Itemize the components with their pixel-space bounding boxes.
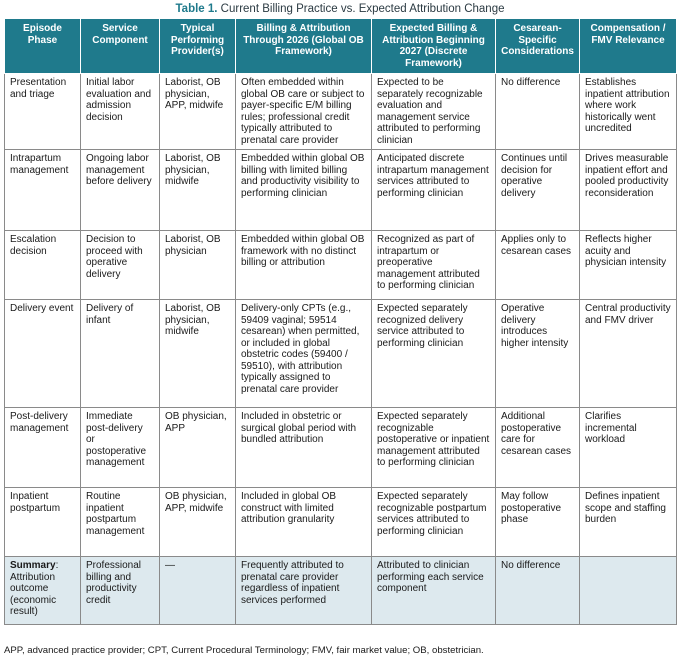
- summary-label: Summary: [10, 560, 56, 571]
- summary-label-cell: [5, 557, 81, 625]
- table-cell: Presentation and triage: [5, 74, 81, 150]
- table-cell: Escalation decision: [5, 231, 81, 300]
- table-cell: Decision to proceed with operative delivery: [81, 231, 160, 300]
- col-header-billing-2027: Expected Billing & Attribution Beginning 2027 (Discrete Framework): [372, 19, 496, 74]
- table-cell: Laborist, OB physician: [160, 231, 236, 300]
- footnote: APP, advanced practice provider; CPT, Current Procedural Terminology; FMV, fair market value; OB, obstetrician.: [4, 645, 484, 656]
- table-number: Table 1.: [175, 3, 218, 15]
- table-cell: May follow postoperative phase: [496, 488, 580, 557]
- table-cell: Often embedded within global OB care or subject to payer-specific E/M billing rules; professional credit typically attributed to prenatal care provider: [236, 74, 372, 150]
- table-cell: Post-delivery management: [5, 408, 81, 488]
- table-cell: No difference: [496, 74, 580, 150]
- table-row: [5, 150, 677, 231]
- table-cell: Additional postoperative care for cesarean cases: [496, 408, 580, 488]
- table-row: [5, 408, 677, 488]
- table-cell: Attributed to clinician performing each service component: [372, 557, 496, 625]
- table-cell: Establishes inpatient attribution where work historically went uncredited: [580, 74, 677, 150]
- table-cell: OB physician, APP: [160, 408, 236, 488]
- table-row: [5, 74, 677, 150]
- table-cell: Drives measurable inpatient effort and pooled productivity reconsideration: [580, 150, 677, 231]
- header-row: [5, 19, 677, 74]
- comparison-table: [4, 18, 677, 625]
- table-cell: Continues until decision for operative delivery: [496, 150, 580, 231]
- col-header-compensation-fmv: Compensation / FMV Relevance: [580, 19, 677, 74]
- table-title: [4, 0, 676, 18]
- table-cell: Defines inpatient scope and staffing burden: [580, 488, 677, 557]
- table-cell: Clarifies incremental workload: [580, 408, 677, 488]
- table-row: [5, 231, 677, 300]
- table-cell: Frequently attributed to prenatal care provider regardless of inpatient services performed: [236, 557, 372, 625]
- col-header-episode-phase: Episode Phase: [5, 19, 81, 74]
- table-cell: [580, 557, 677, 625]
- table-cell: Laborist, OB physician, midwife: [160, 150, 236, 231]
- table-cell: Inpatient postpartum: [5, 488, 81, 557]
- table-cell: Expected separately recognizable postoperative or inpatient management attributed to performing clinician: [372, 408, 496, 488]
- table-cell: Expected separately recognized delivery service attributed to performing clinician: [372, 300, 496, 408]
- table-cell: Routine inpatient postpartum management: [81, 488, 160, 557]
- table-cell: Laborist, OB physician, midwife: [160, 300, 236, 408]
- table-cell: Central productivity and FMV driver: [580, 300, 677, 408]
- table-cell: Recognized as part of intrapartum or preoperative management attributed to performing clinician: [372, 231, 496, 300]
- table-cell: Reflects higher acuity and physician intensity: [580, 231, 677, 300]
- col-header-cesarean: Cesarean-Specific Considerations: [496, 19, 580, 74]
- table-cell: Initial labor evaluation and admission decision: [81, 74, 160, 150]
- table-cell: Delivery event: [5, 300, 81, 408]
- table-cell: Delivery of infant: [81, 300, 160, 408]
- table-cell: Laborist, OB physician, APP, midwife: [160, 74, 236, 150]
- table-cell: Professional billing and productivity credit: [81, 557, 160, 625]
- summary-label-rest: : Attribution outcome (economic result): [10, 560, 59, 617]
- table-cell: Intrapartum management: [5, 150, 81, 231]
- table-cell: Embedded within global OB billing with limited billing and productivity visibility to performing clinician: [236, 150, 372, 231]
- table-cell: Expected to be separately recognizable evaluation and management service attributed to performing clinician: [372, 74, 496, 150]
- table-cell: Ongoing labor management before delivery: [81, 150, 160, 231]
- table-cell: Delivery-only CPTs (e.g., 59409 vaginal; 59514 cesarean) when permitted, or included in global obstetric codes (59400 / 59510), with attribution typically assigned to prenatal care provider: [236, 300, 372, 408]
- table-cell: Expected separately recognizable postpartum services attributed to performing clinician: [372, 488, 496, 557]
- table-cell: Applies only to cesarean cases: [496, 231, 580, 300]
- table-cell: Anticipated discrete intrapartum management services attributed to performing clinician: [372, 150, 496, 231]
- table-row: [5, 300, 677, 408]
- table-cell: OB physician, APP, midwife: [160, 488, 236, 557]
- table-cell: Immediate post-delivery or postoperative management: [81, 408, 160, 488]
- table-cell: —: [160, 557, 236, 625]
- table-cell: Included in global OB construct with limited attribution granularity: [236, 488, 372, 557]
- table-row: [5, 488, 677, 557]
- col-header-performing-providers: Typical Performing Provider(s): [160, 19, 236, 74]
- table-cell: No difference: [496, 557, 580, 625]
- table-cell: Included in obstetric or surgical global period with bundled attribution: [236, 408, 372, 488]
- table-cell: Embedded within global OB framework with no distinct billing or attribution: [236, 231, 372, 300]
- table-title-text: Current Billing Practice vs. Expected Attribution Change: [220, 3, 505, 15]
- col-header-service-component: Service Component: [81, 19, 160, 74]
- summary-row: [5, 557, 677, 625]
- table-cell: Operative delivery introduces higher intensity: [496, 300, 580, 408]
- col-header-billing-through-2026: Billing & Attribution Through 2026 (Global OB Framework): [236, 19, 372, 74]
